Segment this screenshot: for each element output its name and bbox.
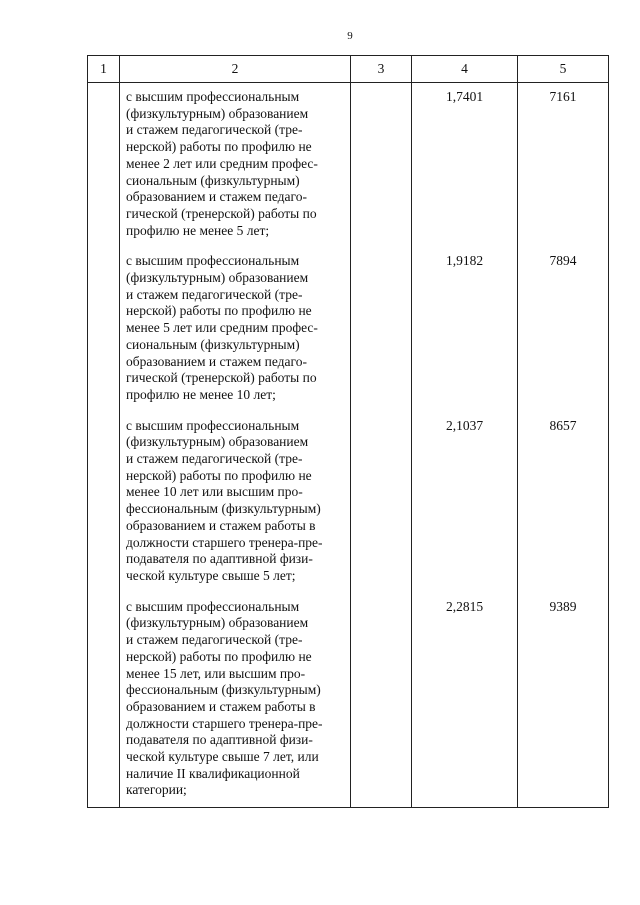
- column-header-5: 5: [518, 56, 609, 83]
- column-3-cell: [351, 83, 412, 248]
- amount-value: 9389: [549, 598, 577, 614]
- amount-value: 7894: [549, 253, 577, 269]
- qualification-line: менее 5 лет или средним профес-: [126, 320, 318, 336]
- coefficient-cell: [412, 83, 518, 248]
- qualification-line: и стажем педагогической (тре-: [126, 286, 303, 302]
- qualification-line: (физкультурным) образованием: [126, 105, 309, 121]
- qualification-line: нерской) работы по профилю не: [126, 648, 312, 664]
- qualification-line: с высшим профессиональным: [126, 89, 300, 104]
- qualification-line: менее 15 лет, или высшим про-: [126, 665, 306, 681]
- coefficient-value: 2,2815: [445, 598, 484, 614]
- qualification-line: образованием и стажем педаго-: [126, 353, 307, 369]
- amount-cell: [518, 593, 609, 808]
- qualification-text: [120, 83, 350, 247]
- qualification-line: категории;: [126, 782, 187, 798]
- qualification-line: образованием и стажем работы в: [126, 698, 316, 714]
- coefficient-value: 1,9182: [445, 253, 484, 269]
- row-number-cell: [88, 83, 120, 248]
- table-row: [88, 412, 609, 593]
- qualification-cell: [120, 412, 351, 593]
- qualification-text: [120, 412, 350, 593]
- qualification-text: [120, 247, 350, 411]
- coefficient-cell: [412, 593, 518, 808]
- row-number-cell: [88, 412, 120, 593]
- salary-table: [87, 55, 609, 808]
- qualification-cell: [120, 83, 351, 248]
- qualification-line: образованием и стажем работы в: [126, 517, 316, 533]
- qualification-line: профилю не менее 5 лет;: [126, 222, 270, 238]
- qualification-line: фессиональным (физкультурным): [126, 501, 321, 517]
- qualification-line: должности старшего тренера-пре-: [126, 534, 323, 550]
- qualification-text: [120, 593, 350, 807]
- qualification-line: менее 2 лет или средним профес-: [126, 155, 318, 171]
- column-header-3: 3: [351, 56, 412, 83]
- row-number-cell: [88, 247, 120, 411]
- coefficient-cell: [412, 247, 518, 411]
- table-body: [88, 83, 609, 808]
- qualification-line: гической (тренерской) работы по: [126, 205, 317, 221]
- qualification-line: (физкультурным) образованием: [126, 615, 309, 631]
- page-number: 9: [347, 30, 353, 42]
- coefficient-cell: [412, 412, 518, 593]
- amount-cell: [518, 412, 609, 593]
- table-row: [88, 83, 609, 248]
- qualification-line: и стажем педагогической (тре-: [126, 122, 303, 138]
- qualification-line: нерской) работы по профилю не: [126, 139, 312, 155]
- qualification-line: подавателя по адаптивной физи-: [126, 732, 313, 748]
- row-number-cell: [88, 593, 120, 808]
- qualification-line: и стажем педагогической (тре-: [126, 451, 303, 467]
- column-3-cell: [351, 593, 412, 808]
- column-header-2: 2: [120, 56, 351, 83]
- qualification-line: образованием и стажем педаго-: [126, 189, 307, 205]
- qualification-line: и стажем педагогической (тре-: [126, 632, 303, 648]
- qualification-line: с высшим профессиональным: [126, 253, 300, 269]
- qualification-line: фессиональным (физкультурным): [126, 682, 321, 698]
- qualification-line: гической (тренерской) работы по: [126, 370, 317, 386]
- qualification-line: подавателя по адаптивной физи-: [126, 551, 313, 567]
- qualification-cell: [120, 593, 351, 808]
- column-3-cell: [351, 247, 412, 411]
- qualification-line: (физкультурным) образованием: [126, 270, 309, 286]
- table-row: [88, 247, 609, 411]
- column-header-1: 1: [88, 56, 120, 83]
- column-3-cell: [351, 412, 412, 593]
- amount-cell: [518, 247, 609, 411]
- qualification-line: ческой культуре свыше 7 лет, или: [126, 749, 319, 765]
- qualification-line: нерской) работы по профилю не: [126, 303, 312, 319]
- qualification-cell: [120, 247, 351, 411]
- coefficient-value: 2,1037: [445, 417, 484, 433]
- amount-value: 8657: [549, 417, 577, 433]
- qualification-line: наличие II квалификационной: [126, 765, 300, 781]
- amount-cell: [518, 83, 609, 248]
- qualification-line: менее 10 лет или высшим про-: [126, 484, 303, 500]
- qualification-line: должности старшего тренера-пре-: [126, 715, 323, 731]
- qualification-line: сиональным (физкультурным): [126, 172, 300, 188]
- qualification-line: сиональным (физкультурным): [126, 336, 300, 352]
- qualification-line: ческой культуре свыше 5 лет;: [126, 567, 296, 583]
- column-header-4: 4: [412, 56, 518, 83]
- table-row: [88, 593, 609, 808]
- amount-value: 7161: [549, 89, 577, 104]
- qualification-line: профилю не менее 10 лет;: [126, 386, 276, 402]
- qualification-line: с высшим профессиональным: [126, 598, 300, 614]
- qualification-line: с высшим профессиональным: [126, 417, 300, 433]
- table-header-row: [88, 56, 609, 83]
- qualification-line: нерской) работы по профилю не: [126, 467, 312, 483]
- coefficient-value: 1,7401: [445, 89, 484, 104]
- qualification-line: (физкультурным) образованием: [126, 434, 309, 450]
